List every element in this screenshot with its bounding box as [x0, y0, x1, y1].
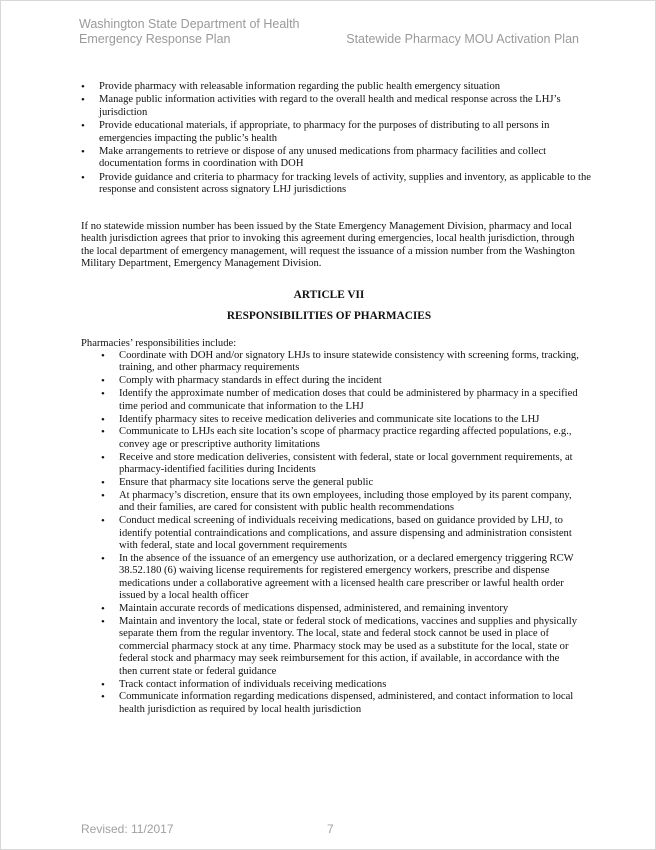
list-item: • Provide guidance and criteria to pharmacy for tracking levels of activity, supplies and inventory, as applicable to the response and consistent across signatory LHJ jurisdictions: [81, 172, 591, 197]
article-number: ARTICLE VII: [293, 289, 365, 301]
list-item: • In the absence of the issuance of an emergency use authorization, or a declared emergency triggering RCW 38.52.180 (6) waiving license requirements for registered emergency workers, prescribe and dispense medications under a collaborative agreement with a licensed health care prescriber or lawful health order issued by a local health officer: [101, 553, 579, 603]
lhj-responsibilities-list: [81, 81, 591, 198]
list-item: • Communicate to LHJs each site location’s scope of pharmacy practice regarding affected populations, e.g., convey age or prescriptive authority limitations: [101, 426, 579, 451]
header-plan: Emergency Response Plan: [79, 32, 231, 46]
footer-revised: Revised: 11/2017: [81, 822, 174, 836]
header-org-block: [79, 17, 300, 47]
pharmacy-responsibilities-list: [101, 350, 579, 717]
responsibilities-intro: Pharmacies’ responsibilities include:: [81, 338, 237, 349]
list-item: • Manage public information activities with regard to the overall health and medical response across the LHJ’s jurisdiction: [81, 94, 591, 119]
header-org: Washington State Department of Health: [79, 17, 300, 31]
list-item: • Identify pharmacy sites to receive medication deliveries and communicate site locations to the LHJ: [101, 414, 579, 426]
list-item: • Provide educational materials, if appropriate, to pharmacy for the purposes of distributing to all persons in emergencies impacting the public’s health: [81, 120, 591, 145]
list-item: • Identify the approximate number of medication doses that could be administered by pharmacy in a specified time period and communicate that information to the LHJ: [101, 388, 579, 413]
header-doc-title: Statewide Pharmacy MOU Activation Plan: [346, 32, 579, 46]
list-item: • Communicate information regarding medications dispensed, administered, and contact information to local health jurisdiction as required by local health jurisdiction: [101, 691, 579, 716]
list-item: • Receive and store medication deliveries, consistent with federal, state or local government requirements, at pharmacy-identified facilities during Incidents: [101, 452, 579, 477]
list-item: • Comply with pharmacy standards in effect during the incident: [101, 375, 579, 387]
article-title: RESPONSIBILITIES OF PHARMACIES: [226, 310, 432, 322]
list-item: • Maintain accurate records of medications dispensed, administered, and remaining inventory: [101, 603, 579, 615]
list-item: • Provide pharmacy with releasable information regarding the public health emergency situation: [81, 81, 591, 93]
list-item: • Ensure that pharmacy site locations serve the general public: [101, 477, 579, 489]
list-item: • Maintain and inventory the local, state or federal stock of medications, vaccines and supplies and physically separate them from the regular inventory. The local, state and federal stock cannot be used in place of commercial pharmacy stock at any time. Pharmacy stock may be used as a substitute for the local, state or federal stock and pharmacy may seek reimbursement for this action, if available, in accordance with the then current state or federal guidance: [101, 616, 579, 678]
list-item: • At pharmacy’s discretion, ensure that its own employees, including those employed by its parent company, and their families, are cared for consistent with public health recommendations: [101, 490, 579, 515]
page-number: 7: [327, 822, 334, 836]
list-item: • Track contact information of individuals receiving medications: [101, 679, 579, 691]
list-item: • Coordinate with DOH and/or signatory LHJs to insure statewide consistency with screening forms, tracking, training, and other pharmacy requirements: [101, 350, 579, 375]
list-item: • Make arrangements to retrieve or dispose of any unused medications from pharmacy facilities and collect documentation forms in coordination with DOH: [81, 146, 591, 171]
list-item: • Conduct medical screening of individuals receiving medications, based on guidance provided by LHJ, to identify potential contraindications and complications, and assure dispensing and administration consistent with federal, state and local government requirements: [101, 515, 579, 552]
mission-number-paragraph: If no statewide mission number has been issued by the State Emergency Management Division, pharmacy and local health jurisdiction agrees that prior to invoking this agreement during emergencies, local health jurisdiction, through the local department of emergency management, will request the issuance of a mission number from the Washington Military Department, Emergency Management Division.: [81, 221, 575, 270]
